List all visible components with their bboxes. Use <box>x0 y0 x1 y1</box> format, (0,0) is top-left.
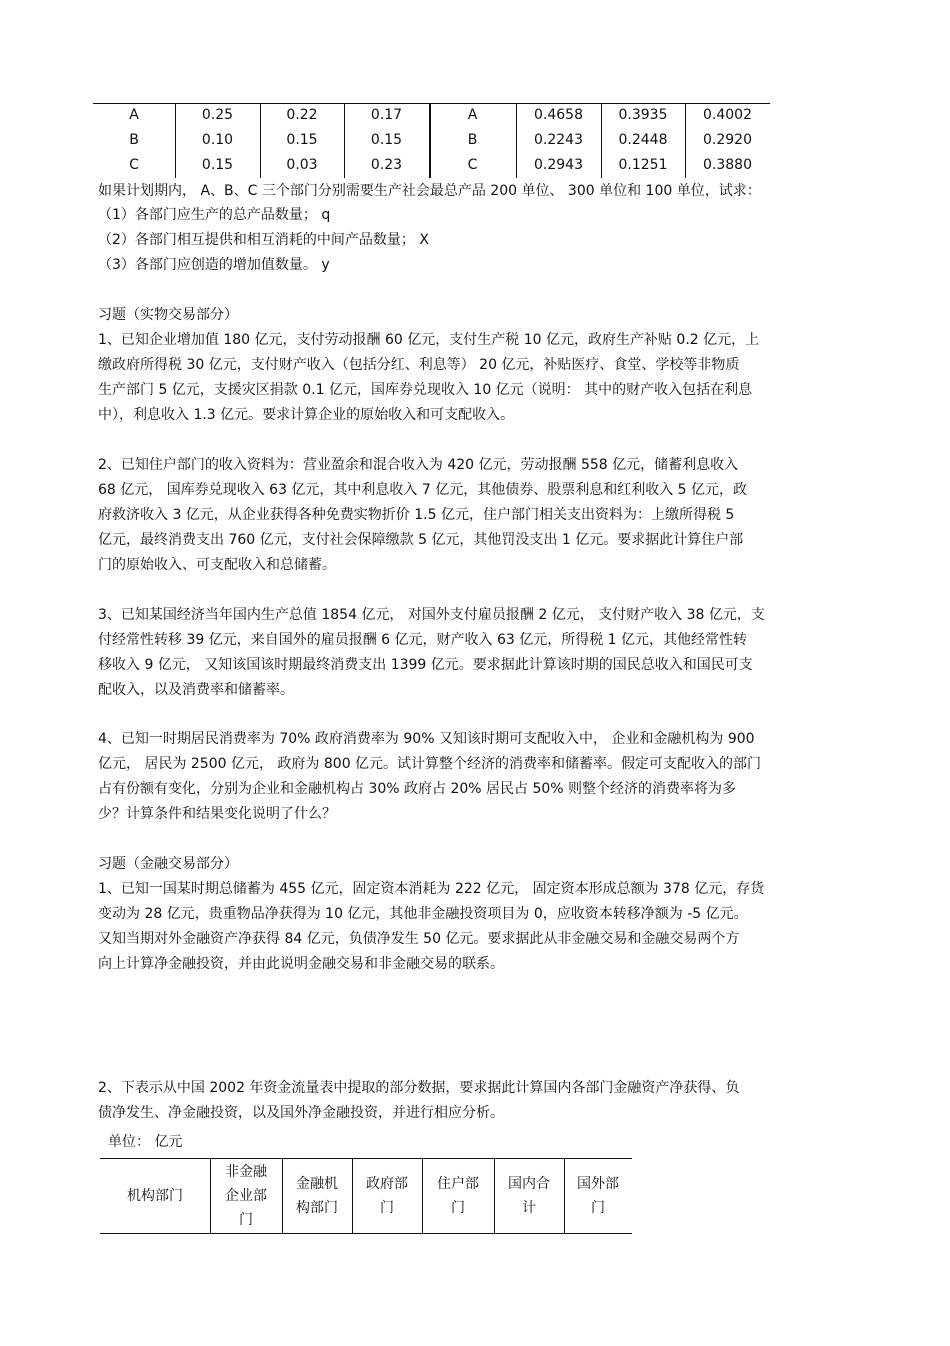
exercise-2-line: 府救济收入 3 亿元，从企业获得各种免费实物折价 1.5 亿元，住户部门相关支出资料为：上缴所得税 5 <box>98 507 735 523</box>
finance-exercise-1-line: 变动为 28 亿元，贵重物品净获得为 10 亿元，其他非金融投资项目为 0，应收资本转移净额为 -5 亿元。 <box>98 906 748 922</box>
table-header-text: 非金融 <box>225 1164 267 1180</box>
table-header-text: 国内合 <box>508 1176 550 1192</box>
intro-line: 如果计划期内， A、B、C 三个部门分别需要生产社会最总产品 200 单位、 300 单位和 100 单位，试求： <box>98 183 761 199</box>
exercise-3-line: 配收入，以及消费率和储蓄率。 <box>98 682 294 698</box>
exercise-3-line: 3、已知某国经济当年国内生产总值 1854 亿元， 对国外支付雇员报酬 2 亿元， 支付财产收入 38 亿元，支 <box>98 607 765 623</box>
intro-line: （3）各部门应创造的增加值数量。 y <box>98 257 330 273</box>
table-cell: 0.10 <box>201 132 234 148</box>
table-cell: 0.2243 <box>534 132 583 148</box>
table-cell: 0.3935 <box>618 107 668 123</box>
table-cell: B <box>129 132 139 148</box>
table-header-cell <box>282 1158 352 1234</box>
table-cell: 0.3880 <box>703 157 752 173</box>
table-cell: 0.15 <box>370 132 403 148</box>
table-cell: C <box>467 157 478 173</box>
table-cell: 0.4658 <box>534 107 583 123</box>
table-cell: 0.25 <box>201 107 234 123</box>
coefficient-table <box>93 103 770 178</box>
table-header-cell <box>210 1158 282 1234</box>
exercise-4-line: 亿元， 居民为 2500 亿元， 政府为 800 亿元。试计算整个经济的消费率和储蓄率。假定可支配收入的部门 <box>98 756 762 772</box>
table-cell: 0.2920 <box>703 132 752 148</box>
table-header-cell <box>100 1158 210 1234</box>
exercise-4-line: 少？计算条件和结果变化说明了什么？ <box>98 806 336 822</box>
finance-exercise-2-line: 2、下表示从中国 2002 年资金流量表中提取的部分数据，要求据此计算国内各部门金融资产净获得、负 <box>98 1080 740 1096</box>
table-header-cell <box>564 1158 632 1234</box>
sector-table <box>100 1158 632 1234</box>
table-header-text: 政府部 <box>366 1176 408 1192</box>
table-cell: 0.22 <box>286 107 318 123</box>
section-title: 习题（金融交易部分） <box>98 856 238 872</box>
exercise-1-line: 中），利息收入 1.3 亿元。要求计算企业的原始收入和可支配收入。 <box>98 407 515 423</box>
table-header-text: 国外部 <box>577 1176 619 1192</box>
table-cell: B <box>467 132 478 148</box>
intro-line: （2）各部门相互提供和相互消耗的中间产品数量； X <box>98 232 429 248</box>
intro-line: （1）各部门应生产的总产品数量； q <box>98 207 331 223</box>
table-header-text: 计 <box>522 1200 536 1216</box>
table-cell: 0.2943 <box>534 157 583 173</box>
table-cell: 0.03 <box>286 157 318 173</box>
table-header-cell <box>494 1158 564 1234</box>
table-header-text: 门 <box>591 1200 605 1216</box>
exercise-1-line: 缴政府所得税 30 亿元，支付财产收入（包括分红、利息等） 20 亿元，补贴医疗、食堂、学校等非物质 <box>98 357 740 373</box>
table-cell: A <box>467 107 478 123</box>
finance-exercise-1-line: 1、已知一国某时期总储蓄为 455 亿元，固定资本消耗为 222 亿元， 固定资本形成总额为 378 亿元，存货 <box>98 881 765 897</box>
table-header-cell <box>422 1158 494 1234</box>
table-header-text: 构部门 <box>296 1200 338 1216</box>
table-cell: 0.15 <box>286 132 318 148</box>
exercise-4-line: 4、已知一时期居民消费率为 70% 政府消费率为 90% 又知该时期可支配收入中， 企业和金融机构为 900 <box>98 731 755 747</box>
table-cell: C <box>129 157 139 173</box>
table-cell: 0.4002 <box>703 107 752 123</box>
exercise-2-line: 68 亿元， 国库券兑现收入 63 亿元，其中利息收入 7 亿元，其他债券、股票利息和红利收入 5 亿元，政 <box>98 482 748 498</box>
table-cell: 0.2448 <box>618 132 668 148</box>
table-header-cell <box>352 1158 422 1234</box>
exercise-2-line: 亿元，最终消费支出 760 亿元，支付社会保障缴款 5 亿元，其他罚没支出 1 亿元。要求据此计算住户部 <box>98 532 744 548</box>
table-header-text: 门 <box>239 1212 253 1228</box>
table-header-text: 机构部门 <box>127 1188 183 1204</box>
table-cell: 0.23 <box>370 157 403 173</box>
finance-exercise-1-line: 向上计算净金融投资，并由此说明金融交易和非金融交易的联系。 <box>98 956 504 972</box>
exercise-1-line: 1、已知企业增加值 180 亿元，支付劳动报酬 60 亿元，支付生产税 10 亿元，政府生产补贴 0.2 亿元，上 <box>98 332 760 348</box>
section-title: 习题（实物交易部分） <box>98 307 238 323</box>
table-cell: 0.17 <box>370 107 403 123</box>
exercise-3-line: 移收入 9 亿元， 又知该国该时期最终消费支出 1399 亿元。要求据此计算该时期的国民总收入和国民可支 <box>98 657 753 673</box>
finance-exercise-2-line: 债净发生、净金融投资，以及国外净金融投资，并进行相应分析。 <box>98 1105 504 1121</box>
table-cell: 0.1251 <box>618 157 668 173</box>
table-header-text: 企业部 <box>225 1188 267 1204</box>
exercise-4-line: 占有份额有变化，分别为企业和金融机构占 30% 政府占 20% 居民占 50% 则整个经济的消费率将为多 <box>98 781 737 797</box>
table-header-text: 住户部 <box>437 1176 479 1192</box>
table-cell: 0.15 <box>201 157 234 173</box>
table-header-text: 金融机 <box>296 1176 338 1192</box>
exercise-3-line: 付经常性转移 39 亿元，来自国外的雇员报酬 6 亿元，财产收入 63 亿元，所得税 1 亿元，其他经常性转 <box>98 632 748 648</box>
table-cell: A <box>129 107 139 123</box>
table-header-text: 门 <box>451 1200 465 1216</box>
table-header-text: 门 <box>380 1200 394 1216</box>
exercise-2-line: 门的原始收入、可支配收入和总储蓄。 <box>98 557 336 573</box>
unit-label: 单位： 亿元 <box>108 1134 183 1150</box>
exercise-2-line: 2、已知住户部门的收入资料为：营业盈余和混合收入为 420 亿元，劳动报酬 558 亿元，储蓄利息收入 <box>98 457 739 473</box>
finance-exercise-1-line: 又知当期对外金融资产净获得 84 亿元，负债净发生 50 亿元。要求据此从非金融交易和金融交易两个方 <box>98 931 740 947</box>
exercise-1-line: 生产部门 5 亿元，支援灾区捐款 0.1 亿元，国库券兑现收入 10 亿元（说明： 其中的财产收入包括在利息 <box>98 382 753 398</box>
